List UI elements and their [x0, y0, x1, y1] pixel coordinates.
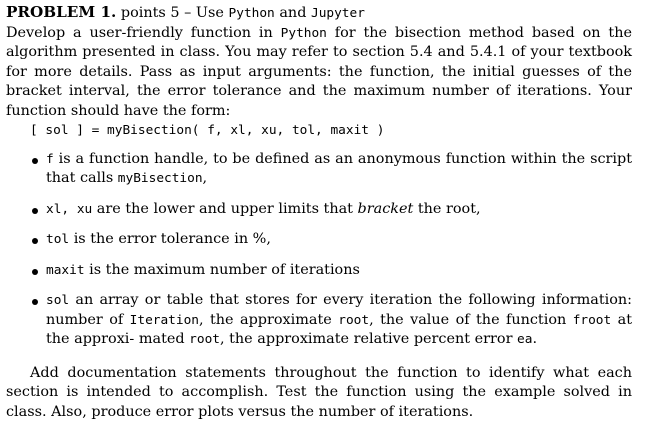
intro-text-2: for the bisection method based on the algorithm presented in class. You may refer to section 5.4 and 5.4.1 of your textbook for more details. Pass as input arguments: the function, the initial guesses of the bracket interval, the error tolerance and the maximum number of iterations. Your function should have the form: — [6, 25, 632, 119]
code-mybisection: myBisection — [118, 171, 203, 186]
code-ea: ea — [517, 332, 532, 347]
code-iteration: Iteration — [130, 313, 199, 328]
argument-list — [6, 150, 632, 350]
xl-xu-text-2: the root, — [413, 201, 480, 217]
sol-text-4: at the approxi- mated — [46, 312, 632, 348]
list-item-maxit — [6, 261, 632, 281]
problem-heading — [6, 3, 632, 24]
list-item-sol — [6, 291, 632, 350]
use-text: Use — [196, 5, 224, 21]
bullet-icon — [32, 158, 38, 164]
problem-number: PROBLEM 1. — [6, 3, 116, 21]
sol-text-6: . — [532, 331, 537, 347]
intro-python: Python — [281, 26, 327, 41]
list-item-f — [6, 150, 632, 189]
maxit-text: is the maximum number of iterations — [85, 262, 360, 278]
language-python: Python — [229, 6, 275, 21]
sol-text-5: , the approximate relative percent error — [220, 331, 517, 347]
code-xl-xu: xl, xu — [46, 202, 92, 217]
emph-bracket: bracket — [358, 201, 414, 217]
f-text-1: is a function handle, to be defined as an anonymous function within the script that calls — [46, 151, 632, 187]
code-root-2: root — [189, 332, 220, 347]
and-text: and — [279, 5, 306, 21]
list-item-xl-xu — [6, 200, 632, 220]
code-tol: tol — [46, 232, 69, 247]
bullet-icon — [32, 238, 38, 244]
sol-text-1: an array or table that stores for every iteration the following information: number of — [46, 292, 632, 328]
bullet-icon — [32, 269, 38, 275]
points-label: points 5 — [121, 5, 180, 21]
bullet-icon — [32, 208, 38, 214]
code-f: f — [46, 152, 54, 167]
code-maxit: maxit — [46, 263, 85, 278]
problem-document — [6, 3, 632, 422]
sol-text-2: , the approximate — [199, 312, 338, 328]
dash: – — [184, 5, 191, 21]
code-root: root — [338, 313, 369, 328]
tol-text: is the error tolerance in %, — [69, 231, 271, 247]
list-item-tol — [6, 230, 632, 250]
language-jupyter: Jupyter — [311, 6, 365, 21]
sol-text-3: , the value of the function — [369, 312, 573, 328]
bullet-icon — [32, 299, 38, 305]
intro-text-1: Develop a user-friendly function in — [6, 25, 281, 41]
code-sol: sol — [46, 293, 69, 308]
f-text-2: , — [203, 170, 208, 186]
function-signature: [ sol ] = myBisection( f, xl, xu, tol, maxit ) — [30, 121, 632, 141]
intro-paragraph — [6, 24, 632, 122]
closing-paragraph: Add documentation statements throughout the function to identify what each section is intended to accomplish. Test the function using the example solved in class. Also, produce error plots versus the number of iterations. — [6, 364, 632, 422]
code-froot: froot — [573, 313, 612, 328]
xl-xu-text-1: are the lower and upper limits that — [92, 201, 357, 217]
